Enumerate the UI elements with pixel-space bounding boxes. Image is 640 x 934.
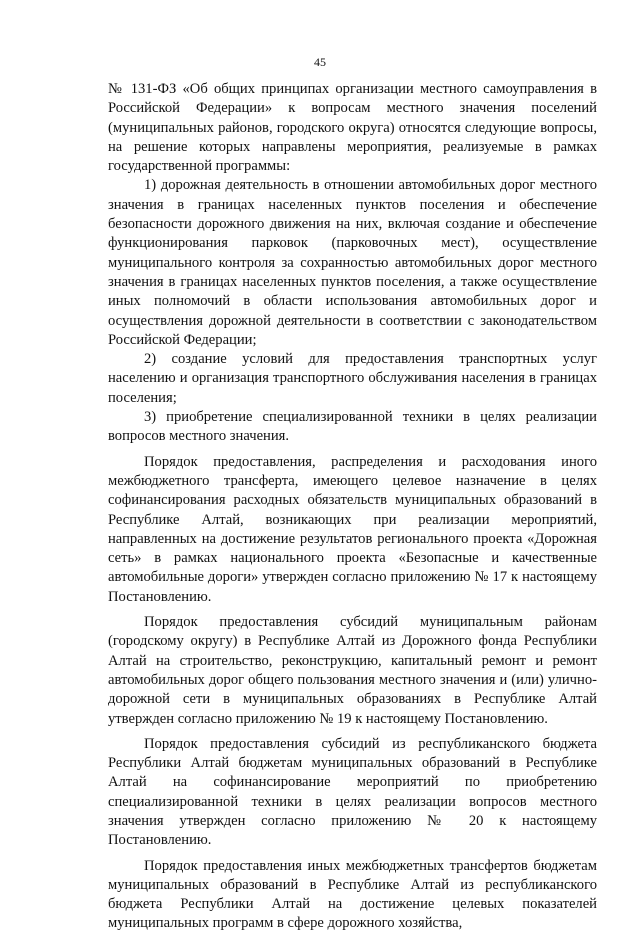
paragraph-item-2: 2) создание условий для предоставления транспортных услуг населению и организация транспортного обслуживания населения в границах поселения;	[108, 351, 597, 406]
paragraph-procedure-appendix-17: Порядок предоставления, распределения и расходования иного межбюджетного трансферта, имеющего целевое назначение в целях софинансирования расходных обязательств муниципальных образований в Республике Алтай, возникающих при реализации мероприятий, направленных на достижение результатов регионального проекта «Дорожная сеть» в рамках национального проекта «Безопасные и качественные автомобильные дороги» утвержден согласно приложению № 17 к настоящему Постановлению.	[108, 453, 597, 605]
paragraph-intro: № 131-ФЗ «Об общих принципах организации местного самоуправления в Российской Федерации» к вопросам местного значения поселений (муниципальных районов, городского округа) относятся следующие вопросы, на решение которых направлены мероприятия, реализуемые в рамках государственной программы:	[108, 81, 597, 175]
paragraph-item-3: 3) приобретение специализированной техники в целях реализации вопросов местного значения.	[108, 409, 597, 445]
document-body	[108, 80, 597, 934]
paragraph-procedure-transfers: Порядок предоставления иных межбюджетных трансфертов бюджетам муниципальных образований в Республике Алтай из республиканского бюджета Республики Алтай на достижение целевых показателей муниципальных программ в сфере дорожного хозяйства,	[108, 857, 597, 932]
paragraph-item-1: 1) дорожная деятельность в отношении автомобильных дорог местного значения в границах населенных пунктов поселения и обеспечение безопасности дорожного движения на них, включая создание и обеспечение функционирования парковок (парковочных мест), осуществление муниципального контроля за сохранностью автомобильных дорог местного значения в границах населенных пунктов поселения, а также осуществление иных полномочий в области использования автомобильных дорог и осуществления дорожной деятельности в соответствии с законодательством Российской Федерации;	[108, 177, 597, 348]
paragraph-procedure-appendix-19: Порядок предоставления субсидий муниципальным районам (городскому округу) в Республике Алтай из Дорожного фонда Республики Алтай на строительство, реконструкцию, капитальный ремонт и ремонт автомобильных дорог общего пользования местного значения и (или) улично-дорожной сети в муниципальных образованиях в Республике Алтай утвержден согласно приложению № 19 к настоящему Постановлению.	[108, 614, 597, 727]
page-number: 45	[314, 55, 326, 69]
paragraph-procedure-appendix-20: Порядок предоставления субсидий из республиканского бюджета Республики Алтай бюджетам муниципальных образований в Республике Алтай на софинансирование мероприятий по приобретению специализированной техники в целях реализации вопросов местного значения утвержден согласно приложению № 20 к настоящему Постановлению.	[108, 735, 597, 849]
